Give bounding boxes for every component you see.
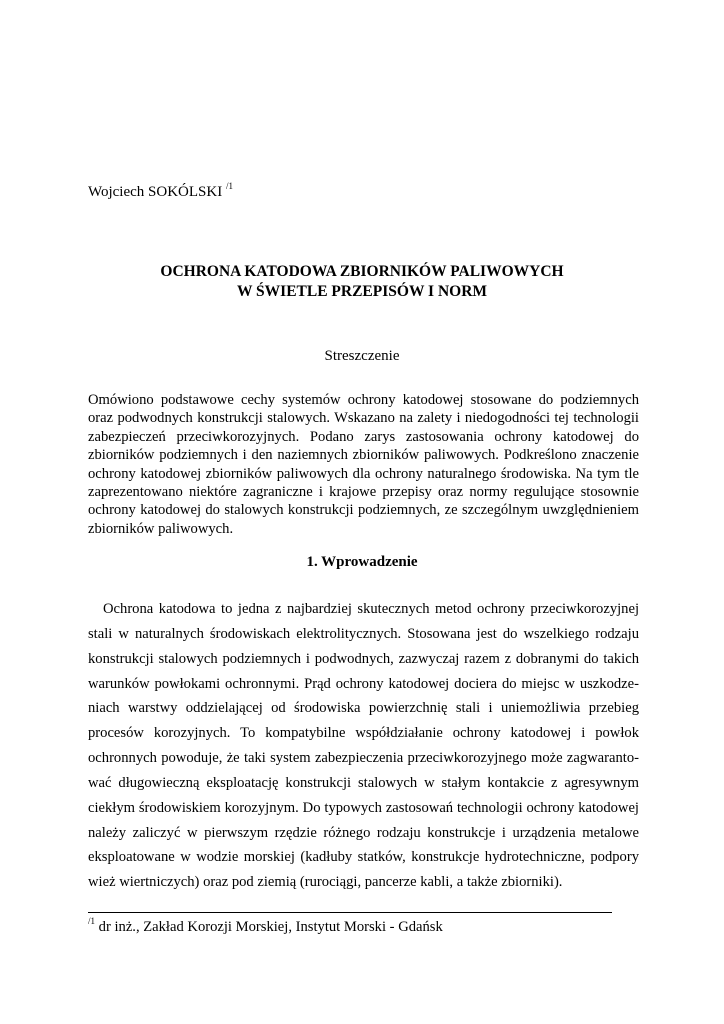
- body-line: wież wiertniczych) oraz pod ziemią (rurociągi, pancerze kabli, a także zbiorniki).: [88, 874, 563, 891]
- body-line: niach warstwy oddzielającej od środowiska powierzchnię stali i uniemożliwia przebieg: [88, 700, 639, 717]
- abstract-line: ochrony katodowej zbiorników paliwowych dla ochrony naturalnego środowiska. Na tym tle: [88, 465, 639, 482]
- body-paragraph: [88, 597, 639, 895]
- body-line: ochronnych powoduje, że taki system zabezpieczenia przeciwkorozyjnego może zagwaranto-: [88, 750, 639, 767]
- section-heading: 1. Wprowadzenie: [306, 554, 418, 570]
- body-line: procesów korozyjnych. To kompatybilne współdziałanie ochrony katodowej i powłok: [88, 725, 639, 742]
- body-line: ciekłym środowiskiem korozyjnym. Do typowych zastosowań technologii ochrony katodowej: [88, 799, 639, 816]
- footnote-text: dr inż., Zakład Korozji Morskiej, Instytut Morski - Gdańsk: [95, 919, 443, 935]
- title-line-2: W ŚWIETLE PRZEPISÓW I NORM: [236, 283, 488, 300]
- author-name: Wojciech SOKÓLSKI: [88, 184, 223, 200]
- body-line: Ochrona katodowa to jedna z najbardziej skutecznych metod ochrony przeciwkorozyjnej: [103, 601, 639, 617]
- abstract-line: Omówiono podstawowe cechy systemów ochrony katodowej stosowane do podziemnych: [88, 392, 639, 408]
- abstract-line: zbiorników paliwowych.: [88, 520, 234, 537]
- footnote-marker: /1: [88, 916, 96, 926]
- footnote-divider: [88, 912, 612, 913]
- abstract-line: oraz podwodnych konstrukcji stalowych. Wskazano na zalety i niedogodności tej technologii: [88, 410, 639, 427]
- body-line: warunków powłokami ochronnymi. Prąd ochrony katodowej dociera do miejsc w uszkodze-: [88, 675, 639, 692]
- title-line-1: OCHRONA KATODOWA ZBIORNIKÓW PALIWOWYCH: [160, 263, 564, 280]
- paper-title: [88, 262, 636, 302]
- footnote: [88, 918, 443, 936]
- abstract-line: zabezpieczeń przeciwkorozyjnych. Podano zarys zastosowania ochrony katodowej do: [88, 428, 639, 445]
- body-line: należy zaliczyć w pierwszym rzędzie różnego rodzaju konstrukcje i urządzenia metalowe: [88, 824, 639, 841]
- body-line: wać długowieczną eksploatację konstrukcji stalowych w stałym kontakcie z agresywnym: [88, 774, 639, 791]
- abstract-line: zaprezentowano niektóre zagraniczne i krajowe przepisy oraz normy regulujące stosownie: [88, 484, 639, 501]
- abstract-paragraph: [88, 391, 639, 538]
- body-line: stali w naturalnych środowiskach elektrolitycznych. Stosowana jest do wszelkiego rodzaju: [88, 625, 639, 642]
- body-line: konstrukcji stalowych podziemnych i podwodnych, zazwyczaj razem z dobranymi do takich: [88, 650, 639, 667]
- abstract-line: zbiorników podziemnych i den naziemnych zbiorników paliwowych. Podkreślono znaczenie: [88, 447, 639, 464]
- abstract-heading: Streszczenie: [324, 348, 400, 364]
- author-line: [88, 183, 233, 201]
- author-footnote-marker: /1: [225, 181, 233, 191]
- abstract-line: ochrony katodowej do stalowych konstrukcji podziemnych, ze szczególnym uwzględnieniem: [88, 502, 639, 519]
- body-line: eksploatowane w wodzie morskiej (kadłuby statków, konstrukcje hydrotechniczne, podpory: [88, 849, 639, 866]
